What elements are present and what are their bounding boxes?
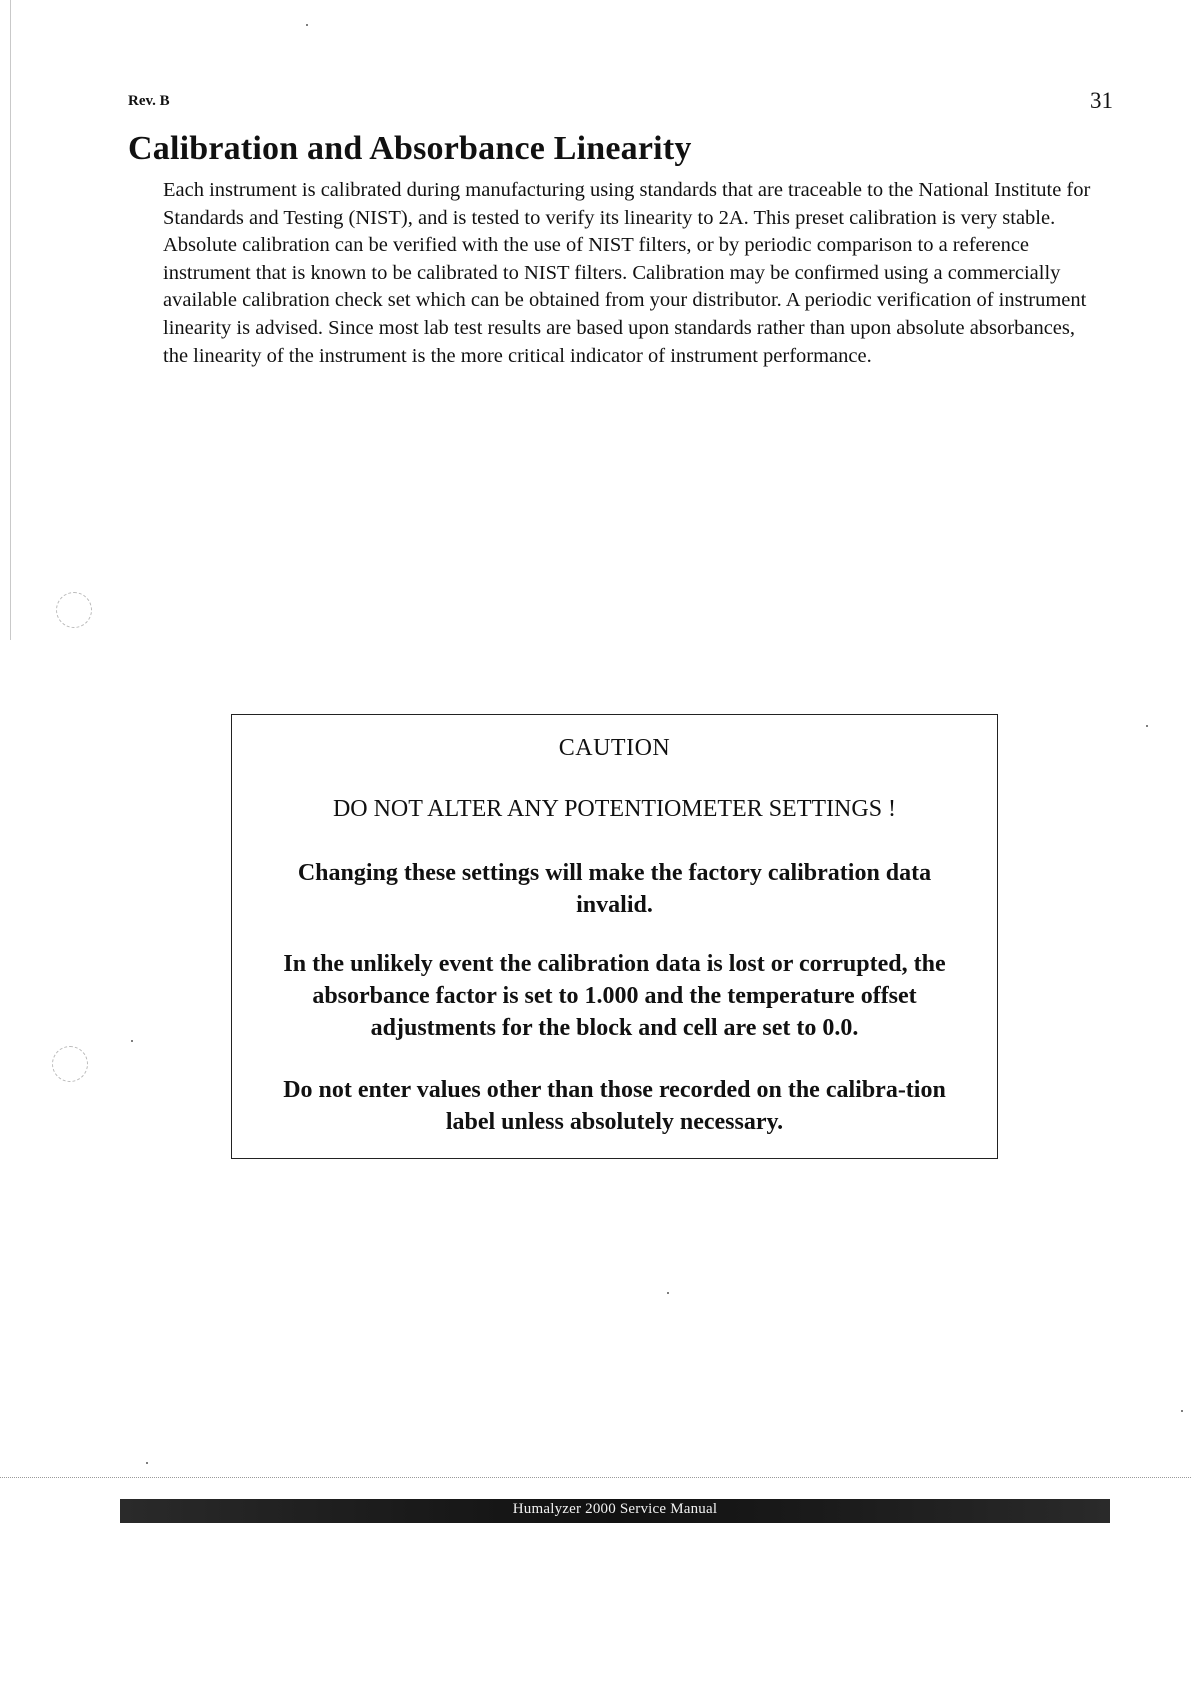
section-body: Each instrument is calibrated during manufacturing using standards that are traceable to the National Institute for Standards and Testing (NIST), and is tested to verify its linearity to 2A. This preset calibration is very stable. Absolute calibration can be verified with the use of NIST filters, or by periodic comparison to a reference instrument that is known to be calibrated to NIST filters. Calibration may be confirmed using a commercially available calibration check set which can be obtained from your distributor. A periodic verification of instrument linearity is advised. Since most lab test results are based upon standards rather than upon absolute absorbances, the linearity of the instrument is the more critical indicator of instrument performance. xyxy=(163,179,1091,367)
revision-label: Rev. B xyxy=(128,93,170,109)
caution-paragraph: In the unlikely event the calibration data is lost or corrupted, the absorbance factor is set to 1.000 and the temperature offset adjustments for the block and cell are set to 0.0. xyxy=(283,951,946,1041)
footer-bar xyxy=(120,1499,1110,1523)
caution-box xyxy=(231,714,998,1159)
scan-speck xyxy=(1181,1410,1183,1412)
page-number: 31 xyxy=(1090,88,1113,113)
footer-title: Humalyzer 2000 Service Manual xyxy=(512,1501,718,1517)
caution-paragraph: Do not enter values other than those recorded on the calibra-tion label unless absolutely necessary. xyxy=(283,1077,946,1135)
binder-hole-mark xyxy=(52,1046,88,1082)
section-title: Calibration and Absorbance Linearity xyxy=(128,130,692,167)
scan-speck xyxy=(306,24,308,26)
caution-paragraph: Changing these settings will make the factory calibration data invalid. xyxy=(297,860,932,918)
scan-edge xyxy=(10,0,11,640)
scan-speck xyxy=(146,1462,148,1464)
caution-warning: DO NOT ALTER ANY POTENTIOMETER SETTINGS ! xyxy=(332,796,897,822)
scan-speck xyxy=(131,1040,133,1042)
footer-rule xyxy=(0,1477,1191,1478)
scan-speck xyxy=(667,1292,669,1294)
scan-speck xyxy=(1146,725,1148,727)
binder-hole-mark xyxy=(56,592,92,628)
caution-title: CAUTION xyxy=(558,735,671,761)
